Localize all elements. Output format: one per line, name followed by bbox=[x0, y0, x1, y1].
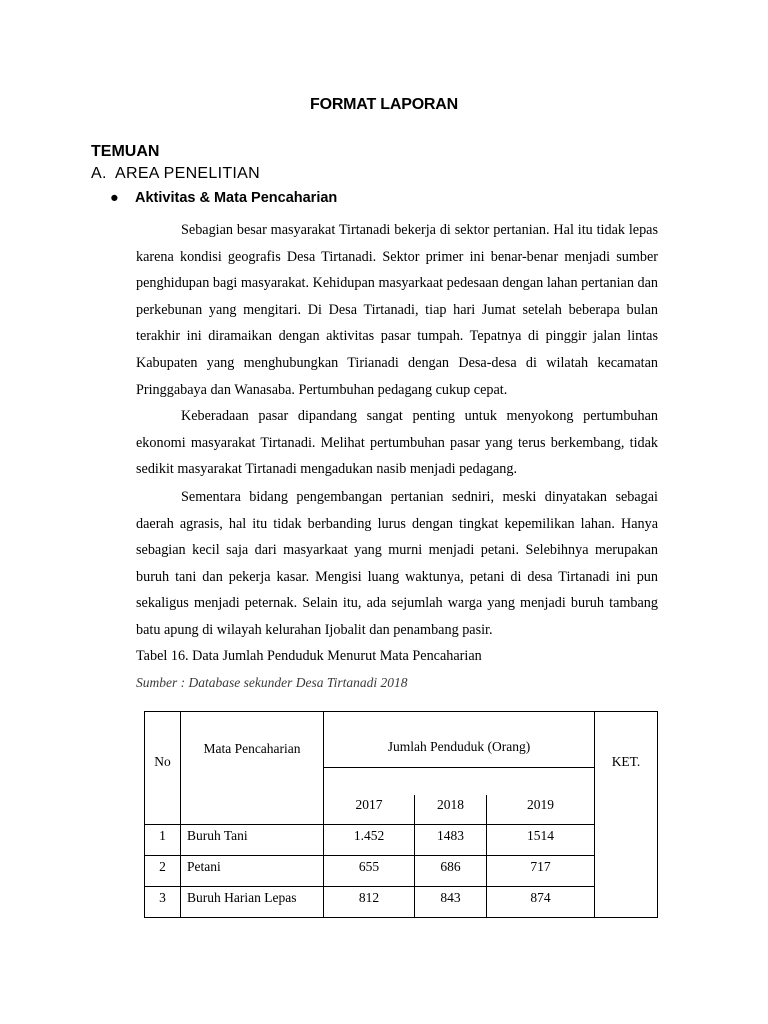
header-year-2017: 2017 bbox=[355, 797, 383, 812]
table-source: Sumber : Database sekunder Desa Tirtanadi 2018 bbox=[136, 675, 408, 690]
table-row-2-no: 2 bbox=[159, 859, 166, 874]
table-row-3-occupation: Buruh Harian Lepas bbox=[187, 890, 297, 905]
header-no: No bbox=[154, 754, 171, 769]
table-rule-ket bbox=[594, 711, 595, 918]
page-title: FORMAT LAPORAN bbox=[310, 96, 458, 113]
table-row-2-occupation: Petani bbox=[187, 859, 221, 874]
table-row-3-2019: 874 bbox=[530, 890, 551, 905]
table-row-1-2018: 1483 bbox=[437, 828, 464, 843]
table-row-1-occupation: Buruh Tani bbox=[187, 828, 248, 843]
subsection-letter: A. bbox=[91, 165, 107, 182]
subsection-title: AREA PENELITIAN bbox=[115, 165, 260, 182]
section-heading: TEMUAN bbox=[91, 143, 160, 160]
table-border-bottom bbox=[144, 917, 658, 918]
table-row-3-2018: 843 bbox=[440, 890, 461, 905]
table-border-right bbox=[657, 711, 658, 918]
paragraph-1: Sebagian besar masyarakat Tirtanadi bekerja di sektor pertanian. Hal itu tidak lepas karena kondisi geografis Desa Tirtanadi. Sektor primer ini benar-benar menjadi sumber penghidupan bagi masyarakat. Kehidupan masyarkaat pedesaan dengan lahan pertanian dan perkebunan yang mengitari. Di Desa Tirtanadi, tiap hari Jumat setelah beberapa bulan terakhir ini diramaikan dengan aktivitas pasar tumpah. Tepatnya di pinggir jalan lintas Kabupaten yang menghubungkan Tirianadi dengan Desa-desa di wilatah kecamatan Pringgabaya dan Wanasaba. Pertumbuhan pedagang cukup cepat. bbox=[136, 222, 658, 398]
table-row-2-2017: 655 bbox=[358, 859, 380, 874]
table-caption: Tabel 16. Data Jumlah Penduduk Menurut Mata Pencaharian bbox=[136, 648, 482, 664]
table-row-2-2019: 717 bbox=[530, 859, 551, 874]
table-row-1-2017: 1.452 bbox=[353, 828, 385, 843]
table-border-top bbox=[144, 711, 658, 712]
header-year-2019: 2019 bbox=[527, 797, 554, 812]
table-row-1-2019: 1514 bbox=[527, 828, 554, 843]
table-row-3-no: 3 bbox=[159, 890, 166, 905]
table-row-2-2018: 686 bbox=[440, 859, 461, 874]
table-row-1-no: 1 bbox=[159, 828, 166, 843]
paragraph-2: Keberadaan pasar dipandang sangat penting untuk menyokong pertumbuhan ekonomi masyarakat Tirtanadi. Melihat pertumbuhan pasar yang terus berkembang, tidak sedikit masyarakat Tirtanadi mengadukan nasib menjadi pedagang. bbox=[136, 408, 658, 478]
bullet-heading bbox=[110, 190, 337, 206]
header-year-2018: 2018 bbox=[437, 797, 464, 812]
header-ket: KET. bbox=[611, 754, 641, 769]
table-row-3-2017: 812 bbox=[358, 890, 380, 905]
bullet-icon: ● bbox=[110, 190, 119, 206]
table-rule-population bbox=[323, 767, 594, 768]
paragraph-3: Sementara bidang pengembangan pertanian sedniri, meski dinyatakan sebagai daerah agrasis, hal itu tidak berbanding lurus dengan tingkat kepemilikan lahan. Hanya sebagian kecil saja dari masyarkaat yang murni menjadi petani. Selebihnya merupakan buruh tani dan pekerja kasar. Mengisi luang waktunya, petani di desa Tirtanadi ini pun sekaligus menjadi peternak. Selain itu, ada sejumlah warga yang menjadi buruh tambang batu apung di wilayah kelurahan Ijobalit dan penambang pasir. bbox=[136, 489, 658, 638]
header-occupation: Mata Pencaharian bbox=[203, 741, 301, 756]
subsection-heading bbox=[91, 165, 260, 183]
header-population: Jumlah Penduduk (Orang) bbox=[387, 739, 531, 754]
bullet-title: Aktivitas & Mata Pencaharian bbox=[135, 190, 338, 206]
